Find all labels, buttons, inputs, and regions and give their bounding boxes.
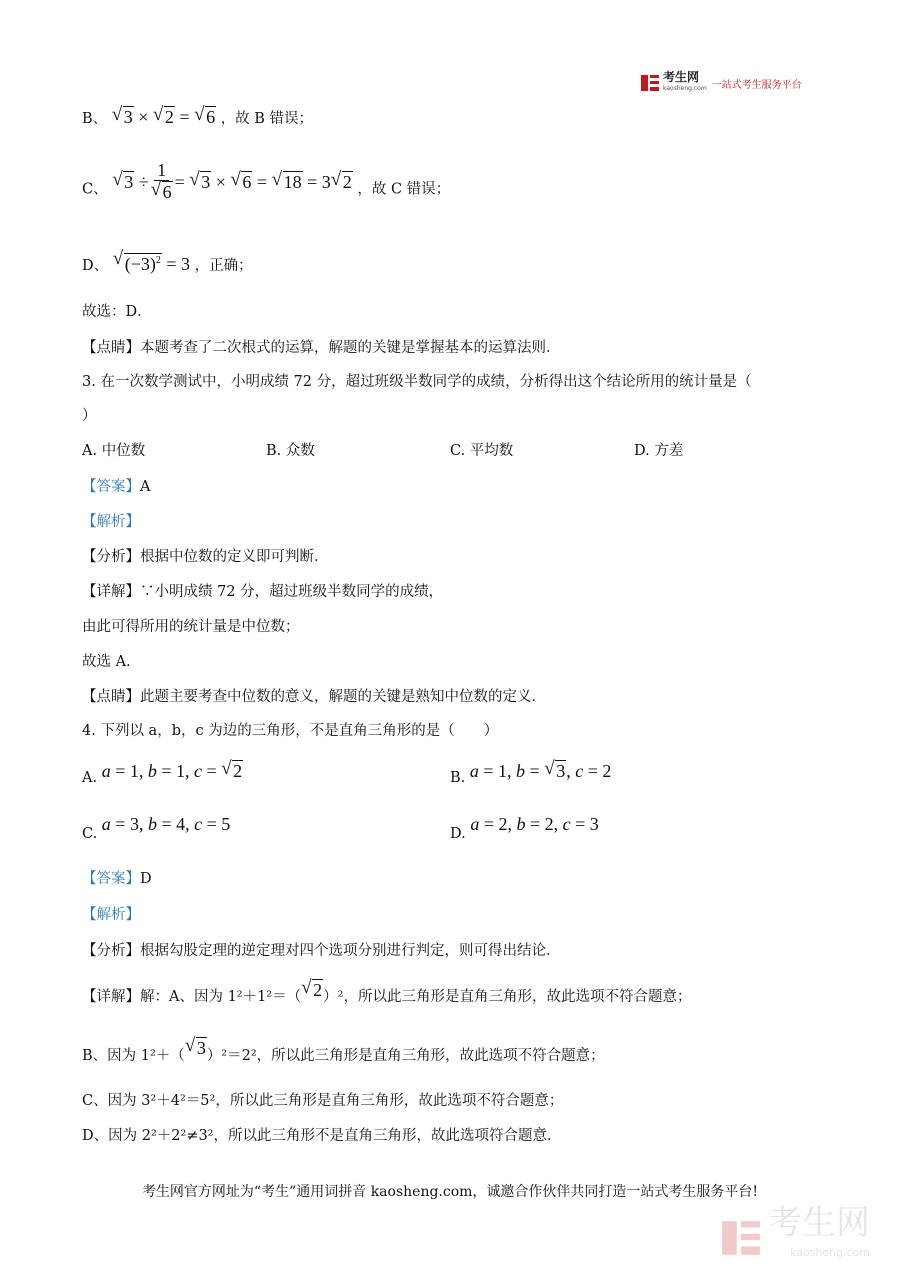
q4-detail-a <box>82 980 692 1008</box>
kaosheng-logo-icon <box>640 73 660 93</box>
q3-stem: 3. 在一次数学测试中，小明成绩 72 分，超过班级半数同学的成绩，分析得出这个结论所用的统计量是（ <box>82 374 752 390</box>
q4-option-d <box>450 813 599 842</box>
q2-option-d <box>82 250 253 277</box>
q4-option-a <box>82 760 243 784</box>
option-label: B. <box>450 770 466 786</box>
q3-remark <box>82 686 546 708</box>
math-expression: √ $(-3)^2 = 3$ <box>113 254 190 274</box>
logo-slogan: 一站式考生服务平台 <box>711 79 802 91</box>
math-expression: c <box>575 761 584 781</box>
math-expression: √ 3 <box>185 1038 207 1058</box>
answer-value: D <box>140 871 152 887</box>
math-expression: c <box>194 761 203 781</box>
q2-option-b <box>82 106 313 130</box>
option-label: C、 <box>82 181 108 198</box>
math-expression: = 1, <box>478 761 517 781</box>
fenxi-text: 根据中位数的定义即可判断． <box>140 549 329 565</box>
q4-detail-c: C、因为 3²＋4²＝5²，所以此三角形是直角三角形，故此选项不符合题意； <box>82 1093 564 1109</box>
math-expression: = √ 3, <box>525 761 575 781</box>
math-expression: √ 3 × √ 2 = √ 6 <box>112 107 216 127</box>
remark-tag: 【点睛】 <box>82 340 140 356</box>
math-expression: c <box>562 814 571 834</box>
detail-text: ∵小明成绩 72 分，超过班级半数同学的成绩， <box>140 584 444 600</box>
logo-name: 考生网 <box>663 70 700 84</box>
answer-tag: 【答案】 <box>82 479 140 495</box>
q2-choice: 故选：D． <box>82 304 152 320</box>
math-expression: b <box>147 814 157 834</box>
answer-tag: 【答案】 <box>82 871 140 887</box>
math-expression: c <box>194 814 203 834</box>
q3-detail-2: 由此可得所用的统计量是中位数； <box>82 619 300 635</box>
detail-text: B、因为 1²＋（ <box>82 1048 185 1064</box>
q3-choice: 故选 A． <box>82 654 141 670</box>
option-tail: ，正确； <box>194 258 253 274</box>
watermark-text <box>768 1203 870 1268</box>
kaosheng-watermark-icon <box>720 1217 762 1259</box>
math-expression: = 3, <box>110 814 148 834</box>
detail-text-end: ）²，所以此三角形是直角三角形，故此选项不符合题意； <box>323 989 692 1005</box>
detail-tag: 【详解】 <box>82 584 140 600</box>
math-expression: b <box>147 761 157 781</box>
math-expression: = 4, <box>156 814 195 834</box>
q2-option-c <box>82 160 451 211</box>
math-expression: = 1, <box>156 761 195 781</box>
q4-fenxi <box>82 940 561 962</box>
math-expression: = 5 <box>202 814 231 834</box>
answer-value: A <box>140 479 151 495</box>
q3-option-b: B. 众数 <box>266 443 315 459</box>
q3-option-d: D. 方差 <box>634 443 684 459</box>
fenxi-text: 根据勾股定理的逆定理对四个选项分别进行判定，则可得出结论． <box>140 943 561 959</box>
header-logo[interactable] <box>640 72 802 94</box>
option-tail: ，故 C 错误； <box>357 181 451 198</box>
math-expression: = 2, <box>479 814 517 834</box>
detail-text-end: ）²＝2²，所以此三角形是直角三角形，故此选项不符合题意； <box>206 1048 605 1064</box>
q4-detail-d: D、因为 2²＋2²≠3²，所以此三角形不是直角三角形，故此选项符合题意． <box>82 1128 562 1144</box>
watermark-name: 考生网 <box>768 1203 870 1243</box>
q4-option-c <box>82 813 231 842</box>
math-expression: a <box>470 814 480 834</box>
logo-domain: kaosheng.com <box>663 85 707 92</box>
math-expression: a <box>101 761 111 781</box>
detail-tag: 【详解】 <box>82 989 140 1005</box>
math-expression: = 2, <box>525 814 563 834</box>
math-expression: a <box>101 814 111 834</box>
option-label: C. <box>82 826 98 842</box>
math-expression: √ 2 <box>301 980 323 1000</box>
q3-stem-end: ） <box>82 408 97 424</box>
math-expression: = √ 2 <box>202 761 243 781</box>
q3-fenxi <box>82 546 329 568</box>
q3-answer <box>82 476 150 498</box>
math-expression: = 2 <box>583 761 612 781</box>
math-expression: a <box>469 761 479 781</box>
option-label: B、 <box>82 111 108 127</box>
q3-analysis-tag: 【解析】 <box>82 514 140 530</box>
option-tail: ，故 B 错误； <box>220 111 314 127</box>
remark-tag: 【点睛】 <box>82 689 140 705</box>
logo-text <box>663 72 707 94</box>
q3-option-c: C. 平均数 <box>450 443 514 459</box>
detail-text: 解：A、因为 1²＋1²＝（ <box>140 989 302 1005</box>
q3-detail <box>82 581 443 603</box>
math-expression: b <box>516 814 526 834</box>
q4-stem: 4. 下列以 a，b，c 为边的三角形，不是直角三角形的是（ ） <box>82 723 499 739</box>
option-label: A. <box>82 770 98 786</box>
q3-option-a: A. 中位数 <box>82 443 146 459</box>
q4-answer <box>82 868 152 890</box>
option-label: D. <box>450 826 466 842</box>
fenxi-tag: 【分析】 <box>82 549 140 565</box>
q4-option-b <box>450 760 611 784</box>
remark-text: 此题主要考查中位数的意义，解题的关键是熟知中位数的定义． <box>140 689 546 705</box>
math-expression: = 3 <box>570 814 599 834</box>
math-expression: = 1, <box>110 761 148 781</box>
footer-text: 考生网官方网址为“考生”通用词拼音 kaosheng.com，诚邀合作伙伴共同打造一站式考生服务平台! <box>141 1184 759 1200</box>
option-label: D、 <box>82 258 109 274</box>
q4-analysis-tag: 【解析】 <box>82 907 140 923</box>
remark-text: 本题考查了二次根式的运算，解题的关键是掌握基本的运算法则． <box>140 340 561 356</box>
watermark-domain: kaosheng.com <box>789 1246 870 1259</box>
q4-detail-b <box>82 1038 605 1067</box>
watermark <box>720 1203 870 1268</box>
math-expression: √ 3 ÷ 1 √ 6 = √ 3 × √ 6 = √ 18 = 3 √ 2 <box>112 160 353 203</box>
q2-remark <box>82 337 561 359</box>
math-expression: b <box>516 761 526 781</box>
fenxi-tag: 【分析】 <box>82 943 140 959</box>
